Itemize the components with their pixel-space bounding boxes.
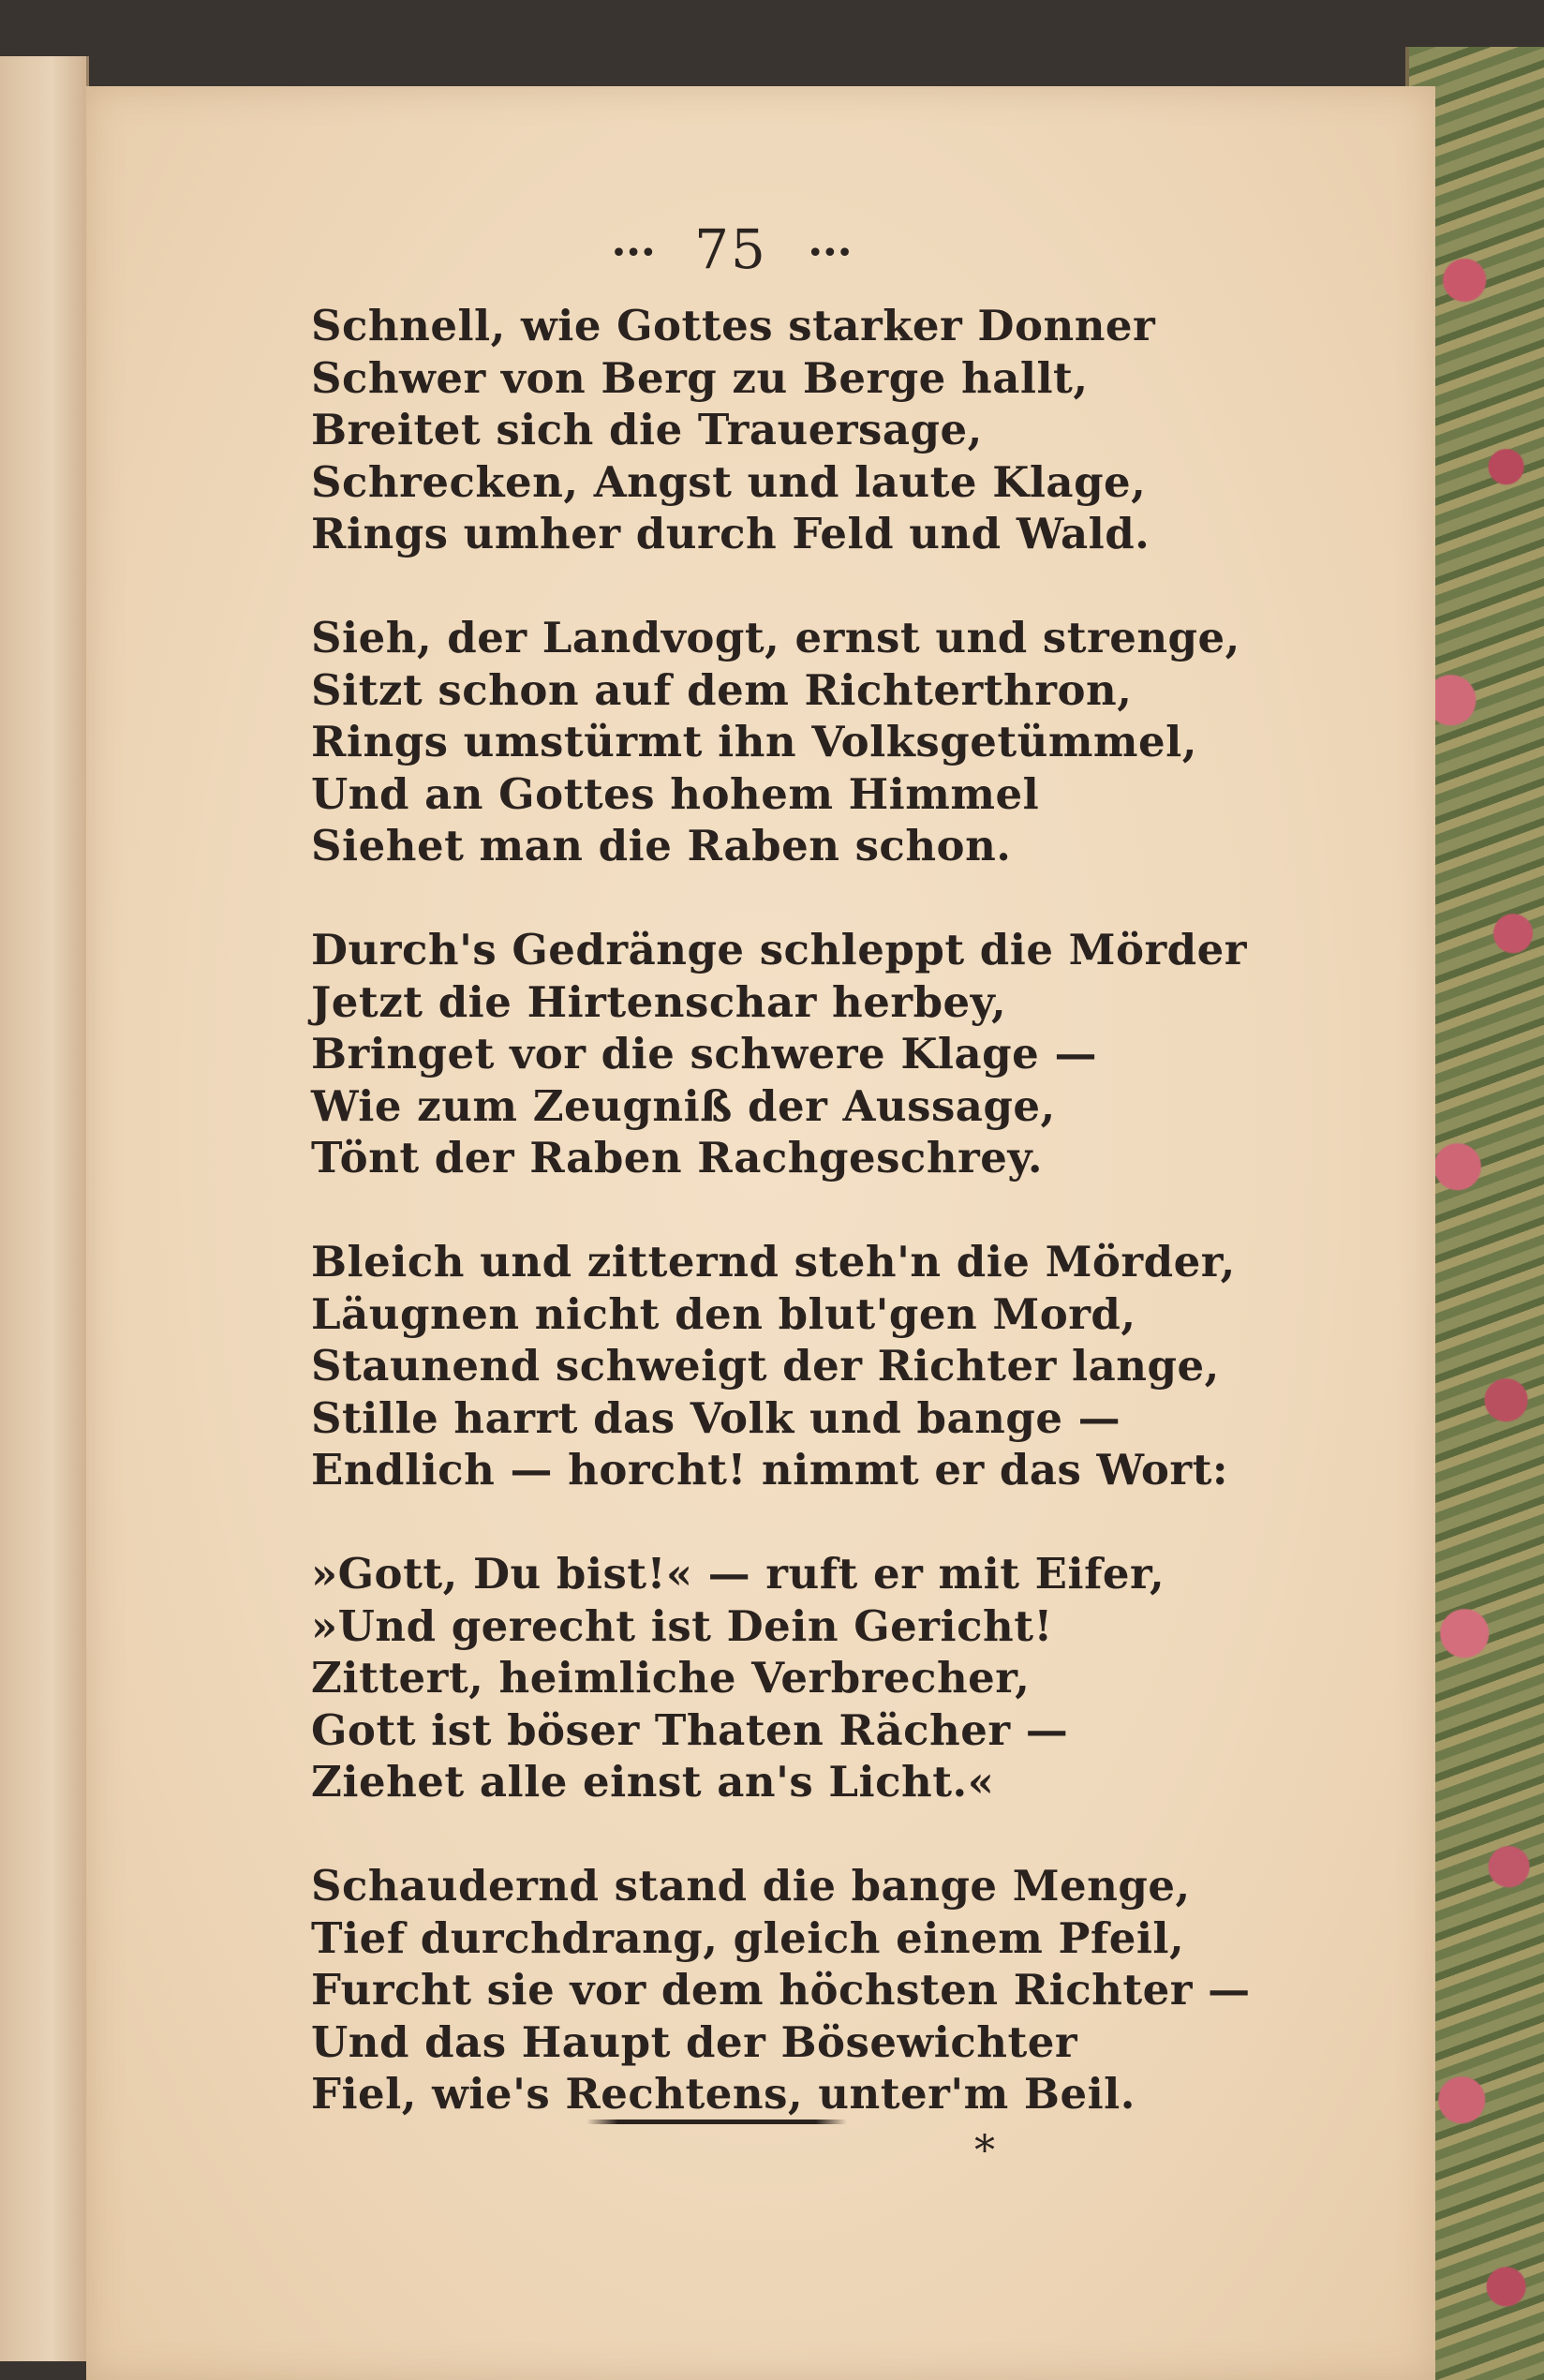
- poem-line: Siehet man die Raben schon.: [311, 821, 1012, 870]
- stanza: [311, 612, 1360, 872]
- poem-line: Bringet vor die schwere Klage —: [311, 1029, 1097, 1078]
- poem-line: Rings umher durch Feld und Wald.: [311, 509, 1151, 558]
- stanza: [311, 924, 1360, 1184]
- poem-line: »Und gerecht ist Dein Gericht!: [311, 1600, 1053, 1651]
- poem-line: Fiel, wie's Rechtens, unter'm Beil.: [311, 2069, 1136, 2119]
- poem-line: Staunend schweigt der Richter lange,: [311, 1341, 1220, 1391]
- page-number: 75: [694, 217, 767, 281]
- poem-line: Sitzt schon auf dem Richterthron,: [311, 664, 1133, 715]
- poem-line: Schaudernd stand die bange Menge,: [311, 1861, 1191, 1911]
- poem-line: Stille harrt das Volk und bange —: [311, 1392, 1121, 1443]
- stanza: [311, 1860, 1360, 2120]
- header-ornament-left: •••: [610, 237, 655, 271]
- poem-line: Furcht sie vor dem höchsten Richter —: [311, 1965, 1251, 2015]
- poem-line: Schwer von Berg zu Berge hallt,: [311, 352, 1089, 403]
- poem-line: Und das Haupt der Bösewichter: [311, 2016, 1078, 2067]
- page-header: [0, 217, 1462, 281]
- poem-line: Tönt der Raben Rachgeschrey.: [311, 1133, 1044, 1183]
- stanza: [311, 300, 1360, 560]
- poem-line: Rings umstürmt ihn Volksgetümmel,: [311, 717, 1197, 766]
- previous-page-edge: [0, 56, 89, 2361]
- poem-line: Breitet sich die Trauersage,: [311, 405, 983, 454]
- closing-rule: [586, 2120, 847, 2124]
- poem-line: Durch's Gedränge schleppt die Mörder: [311, 925, 1247, 974]
- poem-line: Sieh, der Landvogt, ernst und strenge,: [311, 613, 1240, 662]
- poem-line: Läugnen nicht den blut'gen Mord,: [311, 1288, 1136, 1339]
- poem-line: Ziehet alle einst an's Licht.«: [311, 1757, 995, 1807]
- poem-line: Schnell, wie Gottes starker Donner: [311, 301, 1156, 350]
- poem-line: Jetzt die Hirtenschar herbey,: [311, 976, 1007, 1027]
- poem-line: Tief durchdrang, gleich einem Pfeil,: [311, 1912, 1185, 1963]
- poem-line: Und an Gottes hohem Himmel: [311, 768, 1040, 819]
- poem-line: »Gott, Du bist!« — ruft er mit Eifer,: [311, 1549, 1165, 1599]
- stanza: [311, 1548, 1360, 1808]
- signature-asterisk: *: [974, 2127, 995, 2175]
- poem-line: Schrecken, Angst und laute Klage,: [311, 456, 1147, 507]
- poem-line: Wie zum Zeugniß der Aussage,: [311, 1080, 1056, 1131]
- poem: [311, 300, 1360, 2172]
- poem-line: Bleich und zitternd steh'n die Mörder,: [311, 1237, 1236, 1287]
- header-ornament-right: •••: [807, 237, 852, 271]
- poem-line: Zittert, heimliche Verbrecher,: [311, 1653, 1031, 1703]
- stanza: [311, 1236, 1360, 1496]
- poem-line: Gott ist böser Thaten Rächer —: [311, 1704, 1069, 1755]
- poem-line: Endlich — horcht! nimmt er das Wort:: [311, 1445, 1228, 1495]
